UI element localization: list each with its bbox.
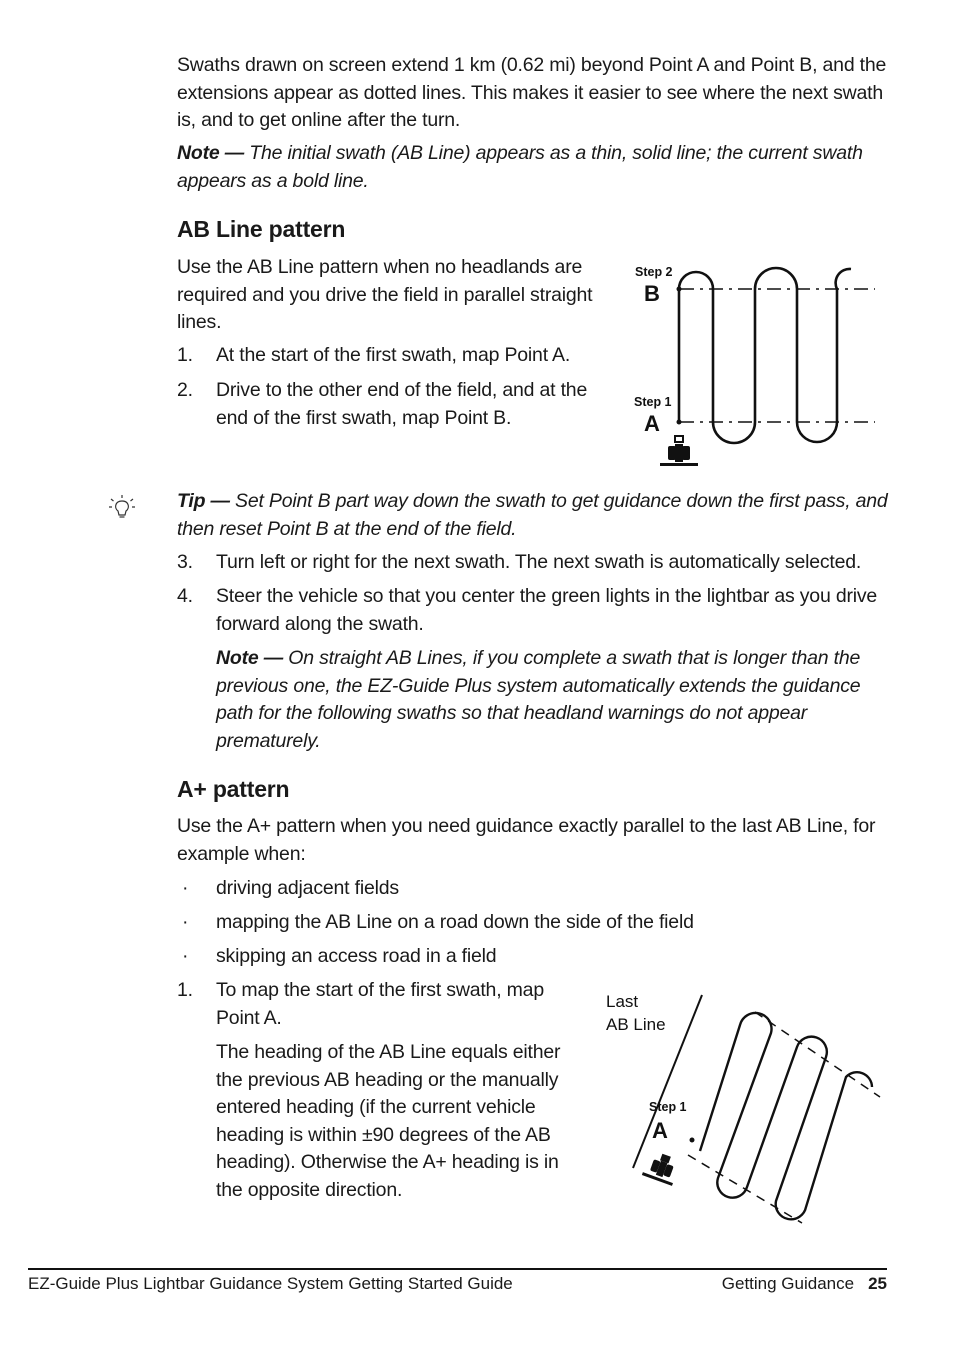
footer-rule <box>28 1268 887 1270</box>
step-number: 3. <box>177 551 193 573</box>
point-a-label: A <box>652 1118 668 1143</box>
section-heading-ab-line: AB Line pattern <box>177 216 346 242</box>
bullet-item <box>177 875 877 903</box>
tip-text <box>177 488 889 543</box>
a-plus-pattern-figure <box>600 985 890 1230</box>
step-1-label: Step 1 <box>634 395 672 409</box>
point-a-marker <box>690 1138 695 1143</box>
tractor-icon <box>642 1150 681 1186</box>
ab-step-1 <box>177 342 607 370</box>
step-number: 1. <box>177 979 193 1001</box>
ab-step-3 <box>177 549 889 577</box>
intro-paragraph: Swaths drawn on screen extend 1 km (0.62 mi) beyond Point A and Point B, and the extensions appear as dotted lines. This makes it easier to see where the next swath is, and to get online after the turn. <box>177 54 887 131</box>
step-text: Turn left or right for the next swath. The next swath is automatically selected. <box>216 551 862 573</box>
ab-intro-paragraph: Use the AB Line pattern when no headlands are required and you drive the field in parallel straight lines. <box>177 256 593 333</box>
ab-note <box>216 645 876 755</box>
bullet-item <box>177 909 877 937</box>
swath-path <box>700 1013 872 1219</box>
ab-line-pattern-figure <box>625 255 885 475</box>
note-label: Note — <box>177 142 245 164</box>
bullet-text: mapping the AB Line on a road down the side of the field <box>216 911 694 933</box>
aplus-step-1 <box>177 977 557 1032</box>
aplus-detail: The heading of the AB Line equals either the previous AB heading or the manually entered heading (if the current vehicle heading is within ±90 degrees of the AB heading). Otherwise the A+ heading is in the opposite direction. <box>216 1041 561 1201</box>
footer-section-title <box>722 1274 887 1294</box>
bullet-marker: · <box>182 911 189 933</box>
bullet-text: driving adjacent fields <box>216 877 399 899</box>
step-number: 1. <box>177 344 193 366</box>
note-text: On straight AB Lines, if you complete a swath that is longer than the previous one, the EZ-Guide Plus system automatically extends the guidance path for the following swaths so that headland warnings do not appear prematurely. <box>216 647 861 752</box>
aplus-intro-paragraph: Use the A+ pattern when you need guidance exactly parallel to the last AB Line, for example when: <box>177 815 876 865</box>
ab-step-4 <box>177 583 889 638</box>
tractor-icon <box>660 435 698 466</box>
page-number: 25 <box>868 1274 887 1293</box>
ab-step-2 <box>177 377 607 432</box>
bullet-text: skipping an access road in a field <box>216 945 497 967</box>
note-text: The initial swath (AB Line) appears as a thin, solid line; the current swath appears as a bold line. <box>177 142 863 192</box>
tip-label: Tip — <box>177 490 230 512</box>
step-text: Drive to the other end of the field, and at the end of the first swath, map Point B. <box>216 379 588 429</box>
intro-note <box>177 140 889 195</box>
bullet-marker: · <box>182 945 189 967</box>
footer-section: Getting Guidance <box>721 1274 855 1293</box>
point-b-marker <box>677 287 682 292</box>
step-text: Steer the vehicle so that you center the green lights in the lightbar as you drive forward along the swath. <box>216 585 878 635</box>
step-text: At the start of the first swath, map Point A. <box>216 344 571 366</box>
step-1-label: Step 1 <box>649 1100 687 1114</box>
note-label: Note — <box>216 647 284 669</box>
step-number: 4. <box>177 585 193 607</box>
section-heading-a-plus: A+ pattern <box>177 776 290 802</box>
step-text: To map the start of the first swath, map Point A. <box>216 979 544 1029</box>
bullet-item <box>177 943 877 971</box>
swath-path <box>679 268 851 443</box>
point-b-label: B <box>644 281 660 306</box>
last-ab-line-label-2: AB Line <box>606 1015 666 1034</box>
point-a-label: A <box>644 411 660 436</box>
footer-doc-title: EZ-Guide Plus Lightbar Guidance System Getting Started Guide <box>28 1274 513 1293</box>
step-2-label: Step 2 <box>635 265 673 279</box>
point-a-marker <box>677 420 682 425</box>
lightbulb-icon <box>108 494 138 522</box>
tip-body: Set Point B part way down the swath to get guidance down the first pass, and then reset Point B at the end of the field. <box>177 490 888 540</box>
bullet-marker: · <box>182 877 189 899</box>
step-number: 2. <box>177 379 193 401</box>
last-ab-line-label: Last <box>606 992 639 1011</box>
